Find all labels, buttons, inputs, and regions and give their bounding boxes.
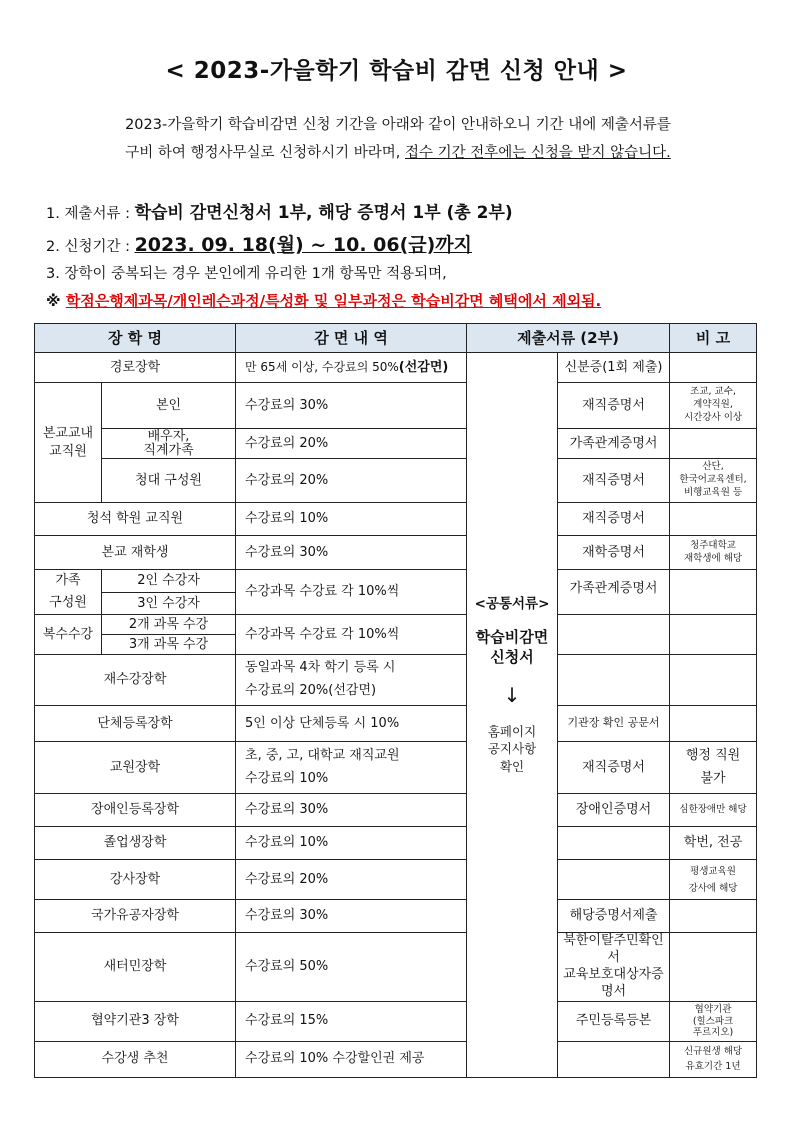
header-discount: 감 면 내 역 [236,324,467,353]
row-name: 3인 수강자 [102,592,236,615]
row-name: 본교 재학생 [35,536,236,570]
row-desc: 수강료의 30% [236,900,467,933]
common-title: <공통서류> [474,596,550,612]
row-doc: 재직증명서 [558,503,670,536]
row-doc [558,655,670,706]
row-desc-text: 만 65세 이상, 수강료의 50% [245,359,399,374]
scholarship-table [34,323,757,1078]
row-note [670,933,757,1002]
row-note: 심한장애만 해당 [670,794,757,827]
row-name: 교원장학 [35,742,236,794]
header-name: 장 학 명 [35,324,236,353]
row-doc: 재학증명서 [558,536,670,570]
table-row [35,503,757,536]
hp-line2: 공지사항 [487,741,537,757]
common-main-line1: 학습비감면 [475,628,549,647]
table-row [35,860,757,900]
row-desc [236,353,467,383]
row-desc: 수강료의 20% [236,860,467,900]
table-row [35,1001,757,1041]
table-row [35,459,757,503]
table-row [35,353,757,383]
row-desc: 수강료의 10% [236,503,467,536]
table-row [35,536,757,570]
item-documents [46,198,513,223]
row-doc [558,860,670,900]
row-desc: 수강료의 20% [236,429,467,459]
row-name: 3개 과목 수강 [102,635,236,655]
item-period-label: 2. 신청기간 : [46,239,135,255]
row-note [670,503,757,536]
row-name: 장애인등록장학 [35,794,236,827]
intro-line-2 [38,141,758,162]
page-title: < 2023-가을학기 학습비 감면 신청 안내 > [165,58,628,84]
item-duplicate-rule: 3. 장학이 중복되는 경우 본인에게 유리한 1개 항목만 적용되며, [46,266,447,282]
row-note: 산단, 한국어교육센터, 비행교육원 등 [670,459,757,503]
row-desc-bold: (선감면) [398,359,449,375]
row-desc: 수강료의 20% [236,459,467,503]
hp-line1: 홈페이지 [487,723,537,739]
row-name: 배우자, 직계가족 [102,429,236,459]
row-name: 청석 학원 교직원 [35,503,236,536]
table-row [35,706,757,742]
row-doc: 신분증(1회 제출) [558,353,670,383]
item-documents-label: 1. 제출서류 : [46,206,135,222]
row-name: 재수강장학 [35,655,236,706]
row-doc: 재직증명서 [558,459,670,503]
row-note: 신규원생 해당 유효기간 1년 [670,1041,757,1077]
common-main-line2: 신청서 [490,648,534,667]
row-name: 본인 [102,383,236,429]
table-row [35,827,757,860]
row-name: 경로장학 [35,353,236,383]
hp-line3: 확인 [499,758,525,774]
table-row [35,655,757,706]
row-doc: 가족관계증명서 [558,570,670,615]
row-name: 단체등록장학 [35,706,236,742]
row-note [670,615,757,655]
row-name: 새터민장학 [35,933,236,1002]
note-mark: ※ [46,292,66,310]
row-name: 청대 구성원 [102,459,236,503]
item-period-value: 2023. 09. 18(월) ~ 10. 06(금)까지 [134,234,473,256]
row-desc: 5인 이상 단체등록 시 10% [236,706,467,742]
row-desc: 수강과목 수강료 각 10%씩 [236,615,467,655]
common-homepage [470,723,554,776]
header-documents: 제출서류 (2부) [467,324,670,353]
row-name: 2인 수강자 [102,570,236,593]
row-note: 조교, 교수, 계약직원, 시간강사 이상 [670,383,757,429]
table-row [35,570,757,593]
item-exclusion-note [46,290,601,311]
item-period [46,230,472,257]
table-row [35,933,757,1002]
row-note: 행정 직원 불가 [670,742,757,794]
row-doc: 가족관계증명서 [558,429,670,459]
table-row [35,900,757,933]
row-name: 국가유공자장학 [35,900,236,933]
row-note [670,570,757,615]
exclusion-text: 학점은행제과목/개인레슨과정/특성화 및 일부과정은 학습비감면 혜택에서 제외됨. [65,292,602,310]
intro-line-1: 2023-가을학기 학습비감면 신청 기간을 아래와 같이 안내하오니 기간 내에 제출서류를 [125,117,671,133]
intro-line-2-text: 구비 하여 행정사무실로 신청하시기 바라며, [125,145,405,161]
row-doc: 기관장 확인 공문서 [558,706,670,742]
table-row [35,1041,757,1077]
row-doc: 주민등록등본 [558,1001,670,1041]
row-group: 가족 구성원 [35,570,102,615]
row-note [670,706,757,742]
row-doc: 재직증명서 [558,383,670,429]
table-row [35,794,757,827]
row-doc [558,827,670,860]
row-group: 본교교내 교직원 [35,383,102,503]
row-doc: 북한이탈주민확인서 교육보호대상자증명서 [558,933,670,1002]
row-note [670,353,757,383]
common-main [470,627,554,668]
common-documents [467,353,558,1078]
row-note: 협약기관 (힐스파크 푸르지오) [670,1001,757,1041]
row-name: 협약기관3 장학 [35,1001,236,1041]
row-name: 졸업생장학 [35,827,236,860]
row-desc: 수강료의 10% [236,827,467,860]
row-note [670,900,757,933]
row-desc: 수강료의 30% [236,536,467,570]
row-note [670,655,757,706]
row-doc: 재직증명서 [558,742,670,794]
table-row [35,429,757,459]
row-name: 강사장학 [35,860,236,900]
row-desc: 수강료의 50% [236,933,467,1002]
row-desc: 수강료의 30% [236,794,467,827]
row-doc: 해당증명서제출 [558,900,670,933]
table-row [35,383,757,429]
intro-deadline-warning: 접수 기간 전후에는 신청을 받지 않습니다. [405,145,671,161]
row-group: 복수수강 [35,615,102,655]
row-doc [558,1041,670,1077]
row-note: 학번, 전공 [670,827,757,860]
row-name: 2개 과목 수강 [102,615,236,635]
row-note [670,429,757,459]
row-desc: 수강료의 30% [236,383,467,429]
row-desc: 수강료의 10% 수강할인권 제공 [236,1041,467,1077]
row-desc: 초, 중, 고, 대학교 재직교원 수강료의 10% [236,742,467,794]
row-doc: 장애인증명서 [558,794,670,827]
table-row [35,742,757,794]
table-row [35,615,757,635]
row-desc: 수강료의 15% [236,1001,467,1041]
row-name: 수강생 추천 [35,1041,236,1077]
row-desc: 동일과목 4차 학기 등록 시 수강료의 20%(선감면) [236,655,467,706]
row-doc [558,615,670,655]
header-note: 비 고 [670,324,757,353]
row-note: 평생교육원 강사에 해당 [670,860,757,900]
row-note: 청주대학교 재학생에 해당 [670,536,757,570]
item-documents-value: 학습비 감면신청서 1부, 해당 증명서 1부 (총 2부) [134,203,513,223]
arrow-down-icon: ↓ [503,682,521,707]
row-desc: 수강과목 수강료 각 10%씩 [236,570,467,615]
table-header-row [35,324,757,353]
